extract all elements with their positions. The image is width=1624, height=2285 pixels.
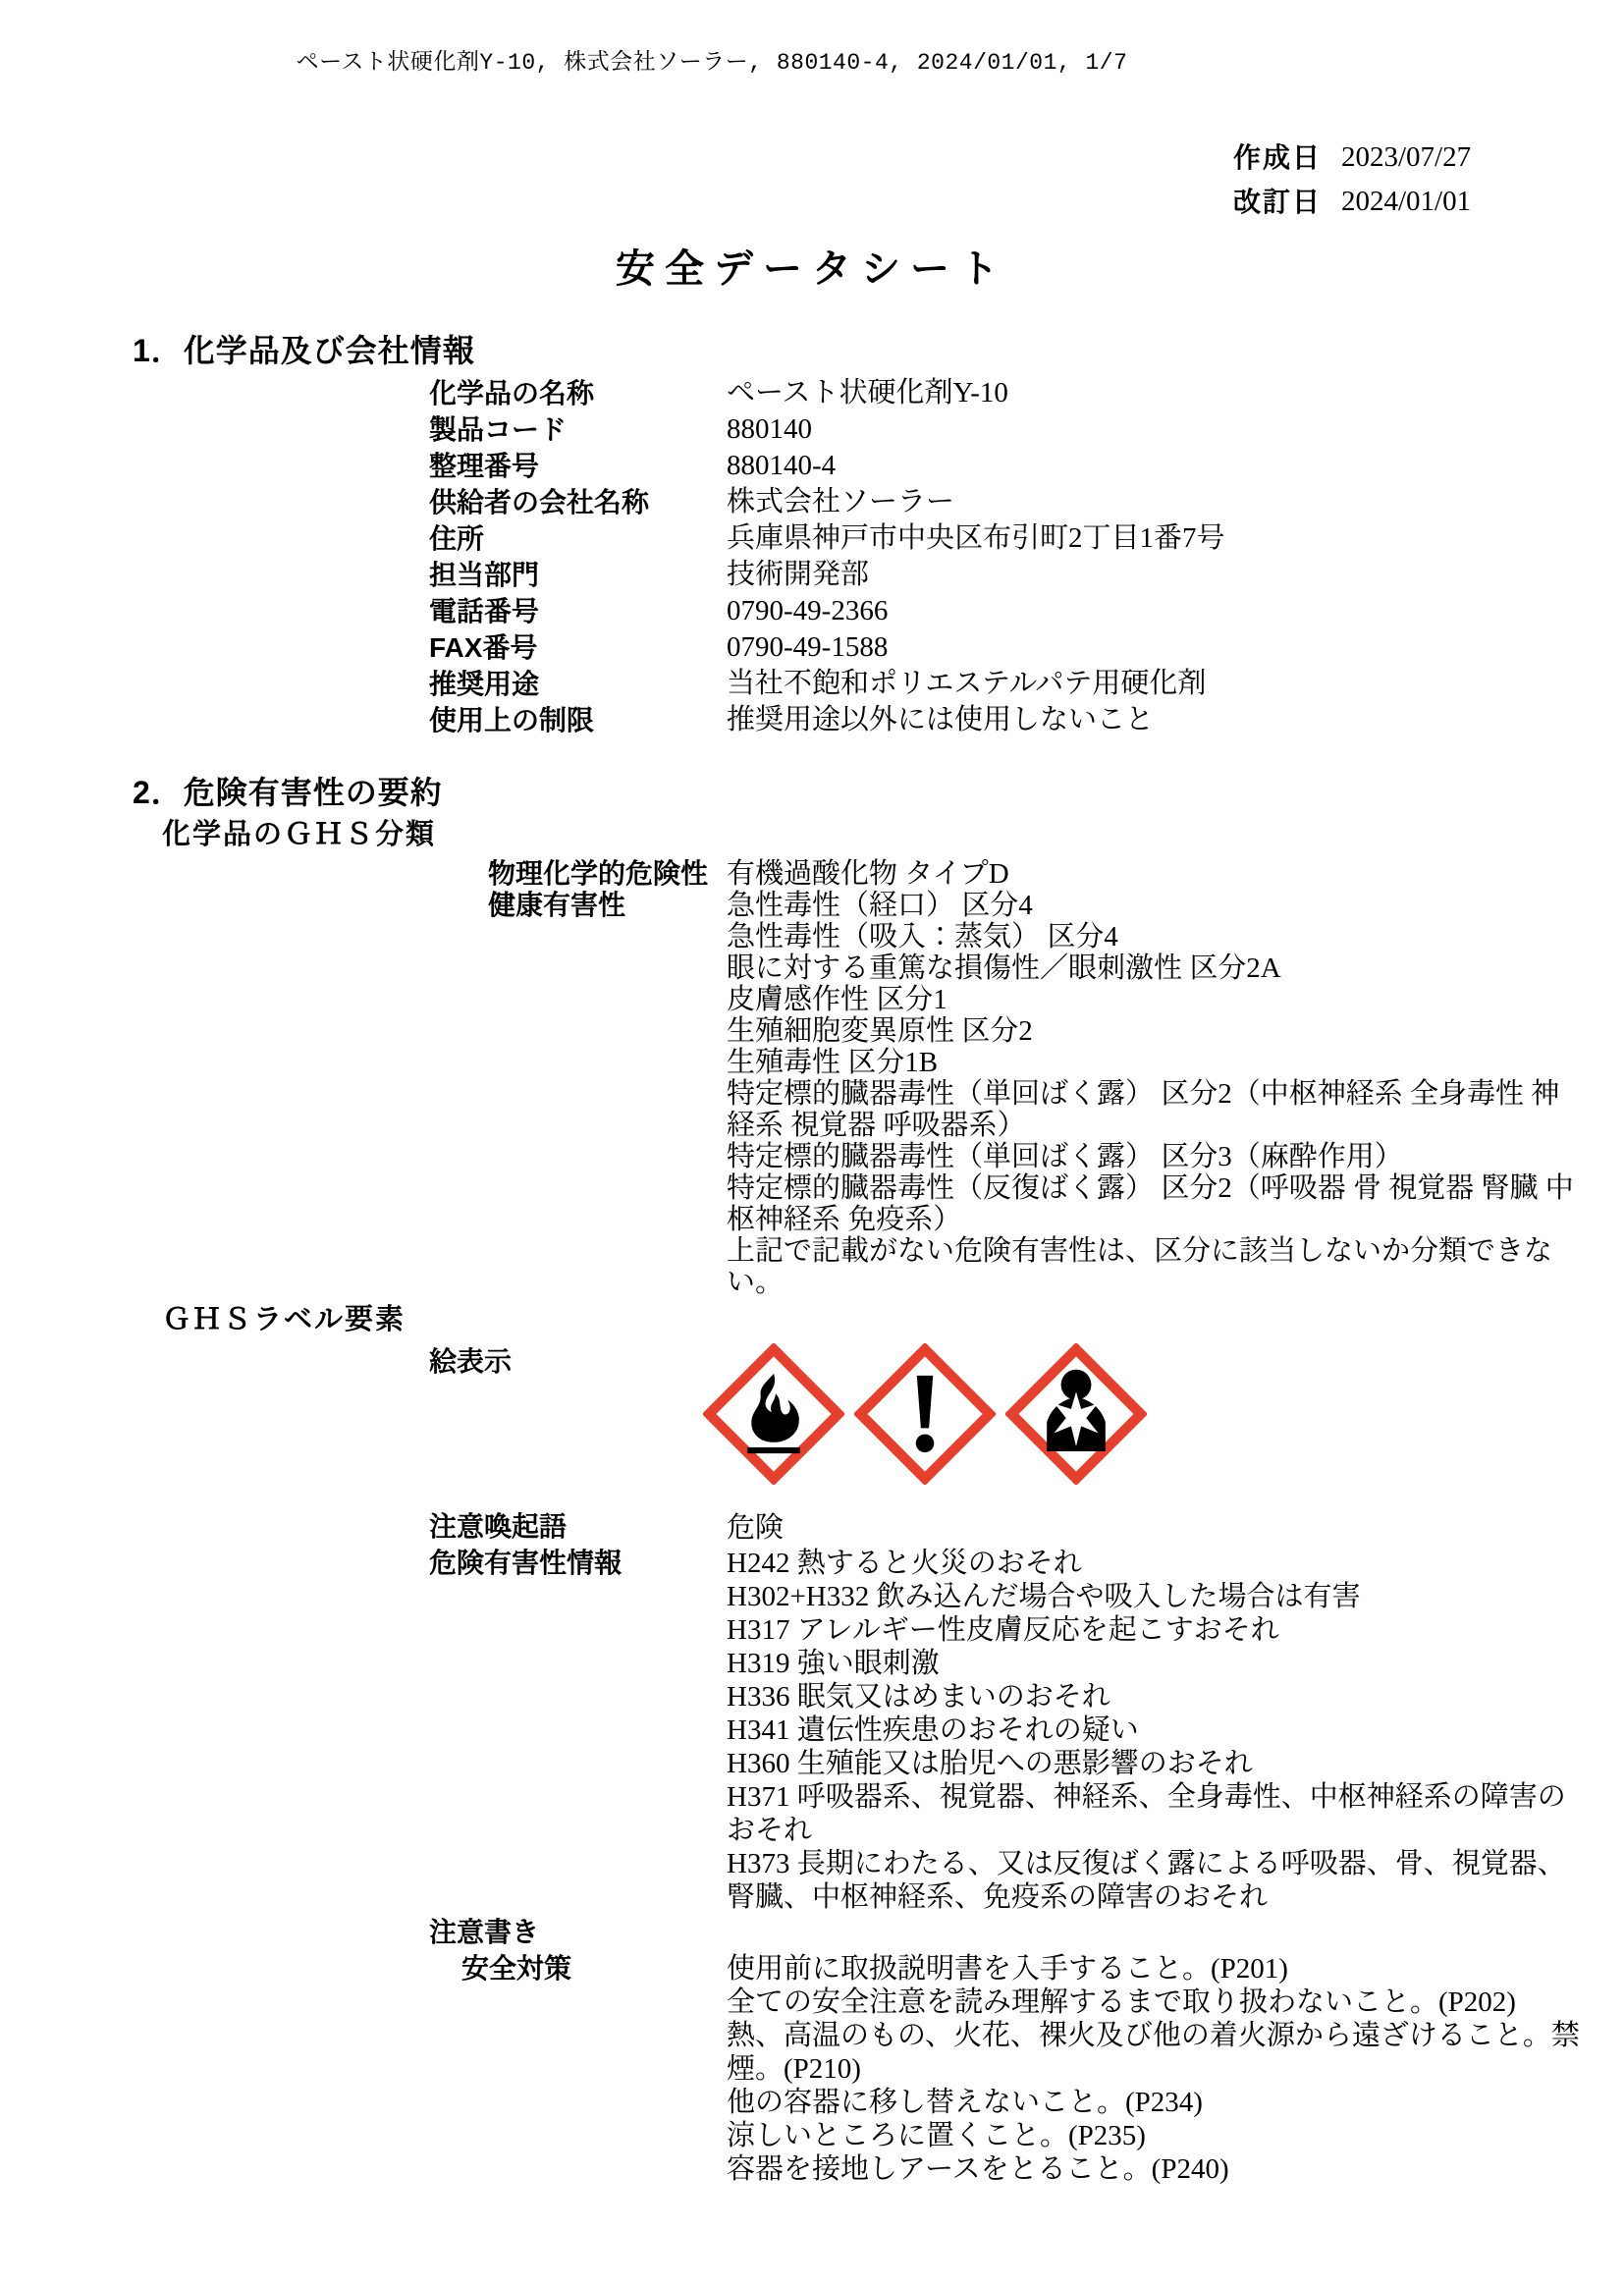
company-info-label: 担当部門: [429, 560, 540, 590]
hazard-statement: H319 強い眼刺激: [727, 1648, 940, 1679]
hazard-statements-label: 危険有害性情報: [429, 1548, 623, 1578]
physical-hazard-label: 物理化学的危険性: [488, 858, 709, 889]
section1-heading: 1．化学品及び会社情報: [133, 333, 475, 368]
signal-word-value: 危険: [727, 1512, 785, 1544]
hazard-statements-list: [727, 1547, 1581, 1914]
company-info-row: [0, 520, 1624, 557]
company-info-table: [0, 375, 1624, 738]
company-info-value: 880140: [727, 413, 812, 445]
health-hazard-list: [727, 890, 1581, 1298]
precautionary-heading: 注意書き: [429, 1917, 540, 1947]
company-info-row: [0, 593, 1624, 629]
company-info-label: FAX番号: [429, 632, 538, 663]
running-header: ペースト状硬化剤Y-10, 株式会社ソーラー, 880140-4, 2024/01/01, 1/7: [296, 50, 1128, 76]
prevention-statements-list: [727, 1952, 1581, 2186]
company-info-row: [0, 557, 1624, 593]
company-info-value: 推奨用途以外には使用しないこと: [727, 704, 1155, 735]
health-hazard-item: 特定標的臓器毒性（単回ばく露） 区分3（麻酔作用）: [727, 1141, 1403, 1172]
hazard-statements-row: [0, 1547, 1624, 1914]
created-date-label: 作成日: [1232, 142, 1322, 173]
health-hazard-item: 皮膚感作性 区分1: [727, 984, 947, 1015]
health-hazard-item: 生殖毒性 区分1B: [727, 1047, 939, 1078]
prevention-statement: 使用前に取扱説明書を入手すること。(P201): [727, 1953, 1288, 1985]
company-info-label: 化学品の名称: [429, 378, 595, 408]
company-info-label: 推奨用途: [429, 669, 540, 699]
physical-hazard-value: 有機過酸化物 タイプD: [727, 858, 1009, 890]
precautionary-heading-row: [0, 1916, 1624, 1952]
company-info-value: 当社不飽和ポリエステルパテ用硬化剤: [727, 668, 1207, 699]
prevention-label: 安全対策: [461, 1953, 572, 1984]
revised-date-value: 2024/01/01: [1341, 186, 1472, 217]
company-info-value: ペースト状硬化剤Y-10: [727, 377, 1008, 408]
section2-heading: 2．危険有害性の要約: [133, 775, 443, 810]
health-hazard-row: [0, 890, 1624, 1298]
pictogram-row: [0, 1343, 1624, 1498]
company-info-value: 880140-4: [727, 450, 837, 481]
prevention-statement: 涼しいところに置くこと。(P235): [727, 2120, 1146, 2151]
revised-date-label: 改訂日: [1232, 187, 1322, 217]
page-title: 安全データシート: [616, 247, 1008, 291]
prevention-statement: 容器を接地しアースをとること。(P240): [727, 2153, 1229, 2185]
created-date-value: 2023/07/27: [1341, 141, 1472, 173]
exclamation-mark-pictogram-icon: [854, 1343, 996, 1485]
company-info-value: 0790-49-2366: [727, 595, 889, 626]
health-hazard-item: 特定標的臓器毒性（単回ばく露） 区分2（中枢神経系 全身毒性 神経系 視覚器 呼吸器系）: [727, 1078, 1560, 1141]
health-hazard-label: 健康有害性: [488, 890, 626, 920]
company-info-label: 整理番号: [429, 451, 540, 481]
flame-pictogram-icon: [703, 1343, 844, 1485]
health-hazard-item: 生殖細胞変異原性 区分2: [727, 1015, 1033, 1047]
ghs-classification-block: [0, 858, 1624, 1298]
signal-word-row: [0, 1510, 1624, 1547]
hazard-statement: H302+H332 飲み込んだ場合や吸入した場合は有害: [727, 1581, 1361, 1612]
health-hazard-item: 眼に対する重篤な損傷性／眼刺激性 区分2A: [727, 952, 1281, 984]
company-info-label: 供給者の会社名称: [429, 487, 650, 517]
hazard-statement: H341 遺伝性疾患のおそれの疑い: [727, 1714, 1139, 1746]
company-info-value: 0790-49-1588: [727, 631, 889, 663]
company-info-value: 技術開発部: [727, 559, 870, 590]
company-info-row: [0, 484, 1624, 520]
prevention-statement: 他の容器に移し替えないこと。(P234): [727, 2087, 1203, 2118]
date-block: [0, 136, 1472, 224]
health-hazard-item: 急性毒性（経口） 区分4: [727, 890, 1033, 921]
ghs-pictograms: [703, 1343, 1624, 1485]
created-date-row: [1232, 136, 1472, 180]
prevention-statement: 全ての安全注意を読み理解するまで取り扱わないこと。(P202): [727, 1986, 1516, 2018]
ghs-classification-heading: 化学品のＧＨＳ分類: [162, 819, 437, 850]
hazard-statement: H242 熱すると火災のおそれ: [727, 1548, 1082, 1579]
company-info-label: 製品コード: [429, 414, 568, 445]
hazard-statement: H336 眠気又はめまいのおそれ: [727, 1681, 1110, 1713]
revised-date-row: [1232, 180, 1472, 224]
physical-hazard-row: [0, 858, 1624, 890]
company-info-row: [0, 629, 1624, 666]
hazard-statement: H371 呼吸器系、視覚器、神経系、全身毒性、中枢神経系の障害のおそれ: [727, 1781, 1566, 1846]
company-info-row: [0, 411, 1624, 448]
prevention-statement: 熱、高温のもの、火花、裸火及び他の着火源から遠ざけること。禁煙。(P210): [727, 2020, 1580, 2085]
health-hazard-pictogram-icon: [1005, 1343, 1147, 1485]
hazard-statement: H360 生殖能又は胎児への悪影響のおそれ: [727, 1748, 1253, 1779]
company-info-value: 兵庫県神戸市中央区布引町2丁目1番7号: [727, 522, 1225, 554]
company-info-row: [0, 666, 1624, 702]
health-hazard-item: 特定標的臓器毒性（反復ばく露） 区分2（呼吸器 骨 視覚器 腎臓 中枢神経系 免疫系）: [727, 1172, 1574, 1235]
company-info-label: 住所: [429, 523, 485, 554]
company-info-label: 電話番号: [429, 596, 540, 626]
hazard-statement: H317 アレルギー性皮膚反応を起こすおそれ: [727, 1614, 1279, 1646]
health-hazard-item: 急性毒性（吸入：蒸気） 区分4: [727, 921, 1118, 952]
prevention-row: [0, 1952, 1624, 2186]
company-info-label: 使用上の制限: [429, 705, 595, 735]
hazard-statement: H373 長期にわたる、又は反復ばく露による呼吸器、骨、視覚器、腎臓、中枢神経系、免疫系の障害のおそれ: [727, 1848, 1566, 1913]
company-info-row: [0, 702, 1624, 738]
health-hazard-item: 上記で記載がない危険有害性は、区分に該当しないか分類できない。: [727, 1235, 1553, 1298]
company-info-row: [0, 375, 1624, 411]
pictogram-label: 絵表示: [429, 1346, 513, 1377]
company-info-value: 株式会社ソーラー: [727, 486, 955, 517]
ghs-label-elements-heading: ＧＨＳラベル要素: [162, 1304, 406, 1335]
company-info-row: [0, 448, 1624, 484]
signal-word-label: 注意喚起語: [429, 1511, 568, 1542]
